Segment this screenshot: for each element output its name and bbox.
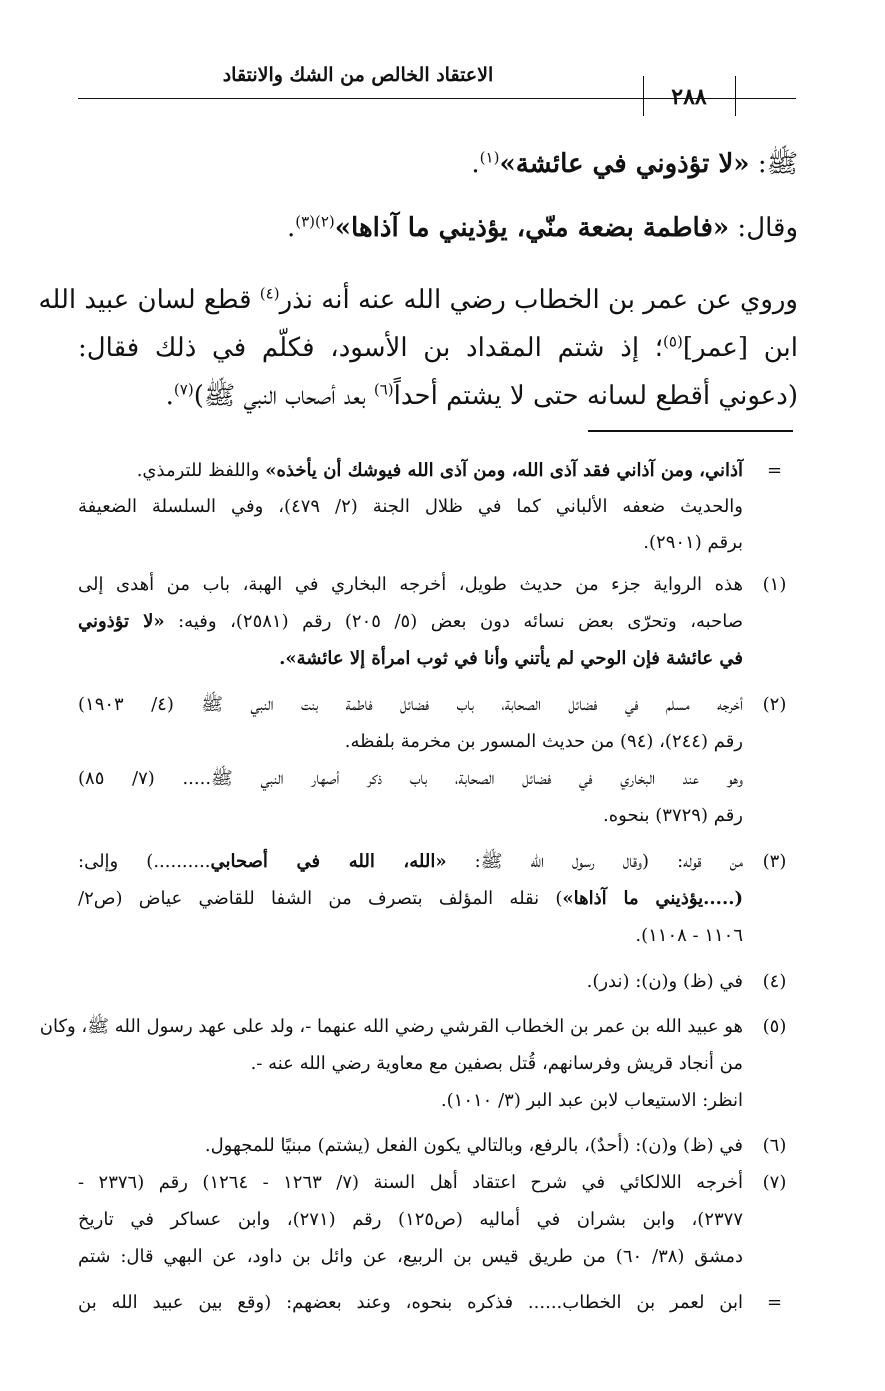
footnote-number: = [766,460,783,481]
header-divider-left [643,76,644,116]
text-segment: ابن لعمر بن الخطاب...... فذكره بنحوه، وعند بعضهم: (وقع بين عبيد الله بن [78,1292,743,1313]
text-segment: بعد أصحاب النبي ﷺ) [193,381,374,411]
text-segment: رقم (٢٤٤)، (٩٤) من حديث المسور بن مخرمة بلفظه. [344,731,743,752]
text-segment: في (ظ) و(ن): (أحدٌ)، بالرفع، وبالتالي يكون الفعل (يشتم) مبنيًا للمجهول. [204,1135,743,1156]
footnote-line [78,1205,743,1235]
footnote-ref: (٤) [259,284,280,303]
footnote-line [78,884,743,914]
text-segment: واللفظ للترمذي. [136,460,266,481]
text-segment: أخرجه اللالكائي في شرح اعتقاد أهل السنة (٧/ ١٢٦٣ - ١٢٦٤) رقم (٢٣٧٦ - [78,1172,744,1193]
text-segment: ابن [عمر] [682,333,798,363]
text-segment: . [165,381,174,411]
text-segment: (.....يؤذيني ما آذاها» [562,888,743,909]
footnote-line [78,644,743,674]
text-segment: من قوله: (وقال رسول الله ﷺ: [446,851,743,872]
body-line [78,206,798,250]
footnote-line [78,607,743,637]
footnote-separator [588,430,793,432]
text-segment: وهو عند البخاري في فضائل الصحابة، باب ذكر أصهار النبي ﷺ..... (٧/ ٨٥) [78,768,743,789]
text-segment: قطع لسان عبيد الله [38,285,260,315]
footnote-line [78,1242,743,1272]
body-line [78,142,798,186]
header-divider-right [735,76,736,116]
text-segment: دمشق (٣٨/ ٦٠) من طريق قيس بن الربيع، عن وائل بن داود، عن البهي قال: شتم [78,1246,743,1267]
footnote-line [78,801,743,831]
footnote-number: = [766,1292,783,1313]
footnote-line [78,1086,743,1116]
text-segment: «لا تؤذوني في عائشة» [499,149,750,179]
footnote-ref: (٦) [373,380,394,399]
footnote-number: (٧) [762,1172,787,1193]
footnote-line [78,492,743,522]
text-segment: «الله، الله في أصحابي [210,851,447,872]
footnote-ref: (٢)(٣) [295,212,335,231]
text-segment: ..........) وإلى: [78,851,211,872]
text-segment: هذه الرواية جزء من حديث طويل، أخرجه البخاري في الهبة، باب من أهدى إلى [78,574,743,595]
footnote-number: (٢) [762,694,787,715]
body-line [78,374,798,418]
text-segment: ؛ إذ شتم المقداد بن الأسود، فكلّم في ذلك فقال: [78,333,664,363]
text-segment: آذاني، ومن آذاني فقد آذى الله، ومن آذى الله فيوشك أن يأخذه» [265,460,743,481]
body-line [38,278,798,322]
text-segment: رقم (٣٧٢٩) بنحوه. [603,805,743,826]
text-segment: (دعوني أقطع لسانه حتى لا يشتم أحداً [393,381,798,411]
running-header-title: الاعتقاد الخالص من الشك والانتقاد [222,64,494,86]
footnote-line [78,847,743,877]
text-segment: ٢٣٧٧)، وابن بشران في أماليه (ص١٢٥) رقم (٢٧١)، وابن عساكر في تاريخ [78,1209,744,1230]
text-segment: برقم (٢٩٠١). [643,532,743,553]
text-segment: ١١٠٦ - ١١٠٨). [635,925,743,946]
text-segment: . [286,213,296,243]
text-segment: انظر: الاستيعاب لابن عبد البر (٣/ ١٠١٠). [440,1090,743,1111]
footnote-number: (١) [762,574,787,595]
footnote-line [78,690,743,720]
text-segment: صاحبه، وتحرّى بعض نسائه دون بعض (٥/ ٢٠٥) رقم (٢٥٨١)، وفيه: [164,611,744,632]
footnote-line [78,967,743,997]
footnote-number: (٣) [762,851,787,872]
body-line [78,326,798,370]
text-segment: «لا تؤذوني [78,611,165,632]
text-segment: في عائشة فإن الوحي لم يأتني وأنا في ثوب امرأة إلا عائشة». [279,648,743,669]
footnote-number: (٦) [762,1135,787,1156]
footnote-ref: (٧) [173,380,194,399]
footnote-line [78,727,743,757]
text-segment: في (ظ) و(ن): (ندر). [586,971,743,992]
footnote-line [39,1012,743,1042]
text-segment: هو عبيد الله بن عمر بن الخطاب القرشي رضي الله عنهما -، ولد على عهد رسول الله ﷺ، وكان [39,1016,743,1037]
footnote-line [78,921,743,951]
footnote-line [78,456,743,486]
text-segment: . [471,149,480,179]
footnote-number: (٥) [762,1016,787,1037]
text-segment: وروي عن عمر بن الخطاب رضي الله عنه أنه نذر [279,285,798,315]
footnote-ref: (٥) [663,332,683,351]
footnote-line [78,1288,743,1318]
text-segment: «فاطمة بضعة منّي، يؤذيني ما آذاها» [334,213,730,243]
footnote-line [78,570,743,600]
text-segment: ﷺ: [749,149,798,179]
text-segment: وقال: [729,213,798,243]
text-segment: من أنجاد قريش وفرسانهم، قُتل بصفين مع معاوية رضي الله عنه -. [250,1053,743,1074]
page-number: ٢٨٨ [671,84,707,110]
footnote-line [78,764,743,794]
footnote-line [78,1131,743,1161]
text-segment: ) نقله المؤلف بتصرف من الشفا للقاضي عياض (ص٢/ [78,888,563,909]
footnote-ref: (١) [479,148,500,167]
footnote-number: (٤) [762,971,787,992]
footnote-line [78,1168,743,1198]
text-segment: والحديث ضعفه الألباني كما في ظلال الجنة (٢/ ٤٧٩)، وفي السلسلة الضعيفة [78,496,743,517]
text-segment: أخرجه مسلم في فضائل الصحابة، باب فضائل فاطمة بنت النبي ﷺ (٤/ ١٩٠٣) [78,694,743,715]
footnote-line [78,528,743,558]
footnote-line [78,1049,743,1079]
